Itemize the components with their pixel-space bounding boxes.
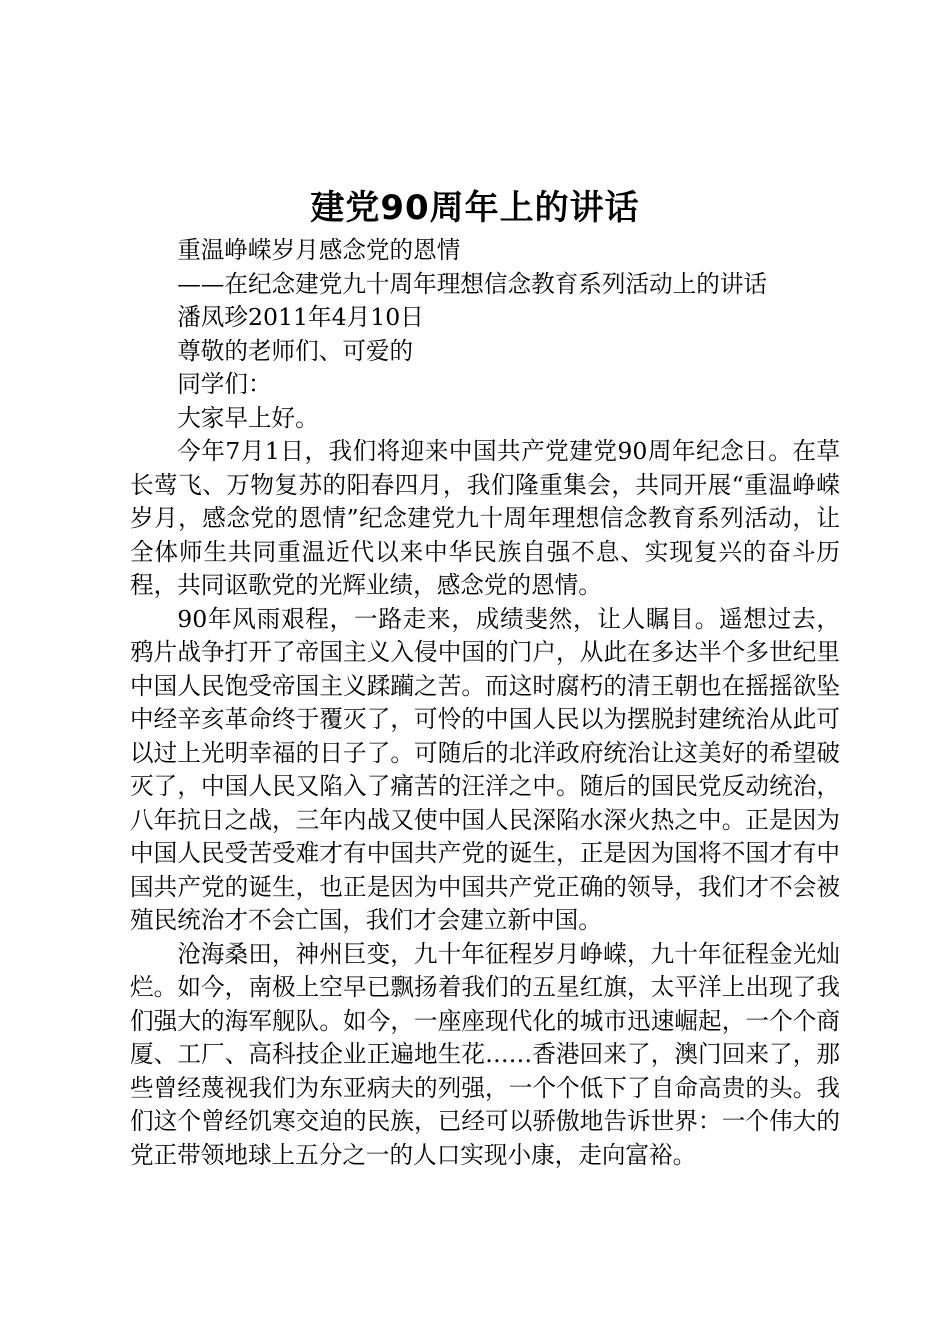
body-paragraph: 今年7月1日，我们将迎来中国共产党建党90周年纪念日。在草长莺飞、万物复苏的阳春四月，我们隆重集会，共同开展“重温峥嵘岁月，感念党的恩情”纪念建党九十周年理想信念教育系列活动，让全体师生共同重温近代以来中华民族自强不息、实现复兴的奋斗历程，共同讴歌党的光辉业绩，感念党的恩情。 <box>130 437 840 599</box>
body-paragraph: 90年风雨艰程，一路走来，成绩斐然，让人瞩目。遥想过去，鸦片战争打开了帝国主义入侵中国的门户，从此在多达半个多世纪里中国人民饱受帝国主义蹂躏之苦。而这时腐朽的清王朝也在摇摇欲坠中经辛亥革命终于覆灭了，可怜的中国人民以为摆脱封建统治从此可以过上光明幸福的日子了。可随后的北洋政府统治让这美好的希望破灭了，中国人民又陷入了痛苦的汪洋之中。随后的国民党反动统治，八年抗日之战，三年内战又使中国人民深陷水深火热之中。正是因为中国人民受苦受难才有中国共产党的诞生，正是因为国将不国才有中国共产党的诞生，也正是因为中国共产党正确的领导，我们才不会被殖民统治才不会亡国，我们才会建立新中国。 <box>130 604 840 934</box>
salutation-line: 尊敬的老师们、可爱的 <box>177 336 414 365</box>
speaker-and-date: 潘凤珍2011年4月10日 <box>177 303 424 331</box>
speech-subtitle: 重温峥嵘岁月感念党的恩情 <box>177 236 461 264</box>
greeting: 大家早上好。 <box>177 403 319 432</box>
body-paragraph: 沧海桑田，神州巨变，九十年征程岁月峥嵘，九十年征程金光灿烂。如今，南极上空早已飘扬着我们的五星红旗，太平洋上出现了我们强大的海军舰队。如今，一座座现代化的城市迅速崛起，一个个商厦、工厂、高科技企业正遍地生花……香港回来了，澳门回来了，那些曾经蔑视我们为东亚病夫的列强，一个个低下了自命高贵的头。我们这个曾经饥寒交迫的民族，已经可以骄傲地告诉世界：一个伟大的党正带领地球上五分之一的人口实现小康，走向富裕。 <box>130 939 840 1169</box>
document-body <box>130 234 840 1172</box>
salutation-line: 同学们： <box>177 370 272 398</box>
page-title: 建党90周年上的讲话 <box>310 188 640 228</box>
speech-occasion: ——在纪念建党九十周年理想信念教育系列活动上的讲话 <box>177 269 768 298</box>
